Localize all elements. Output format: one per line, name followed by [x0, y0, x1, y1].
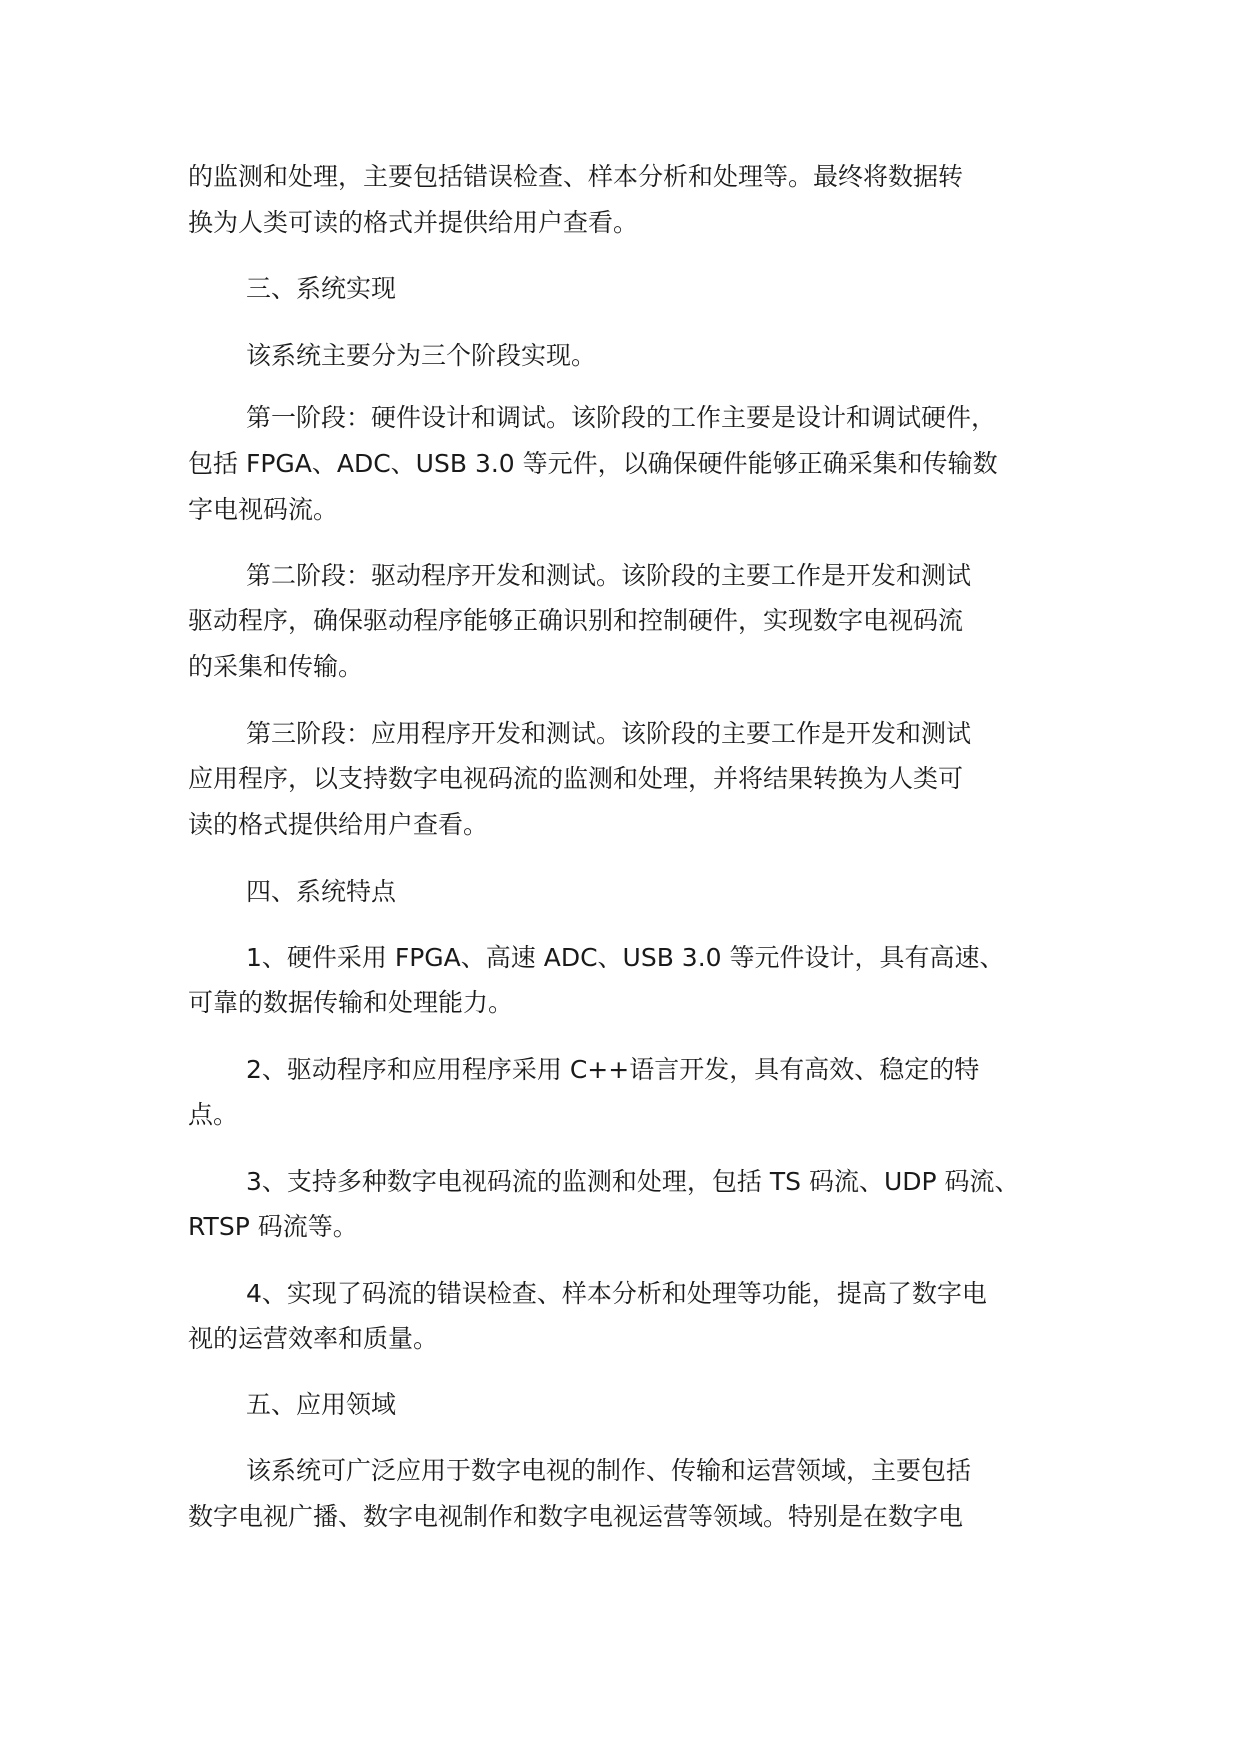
paragraph-line: 的采集和传输。	[188, 652, 364, 681]
section-heading: 五、应用领域	[246, 1390, 397, 1419]
paragraph-line: 读的格式提供给用户查看。	[188, 810, 489, 839]
paragraph-line: 驱动程序，确保驱动程序能够正确识别和控制硬件，实现数字电视码流	[188, 606, 964, 635]
paragraph-line: 数字电视广播、数字电视制作和数字电视运营等领域。特别是在数字电	[188, 1502, 964, 1531]
paragraph-line: 1、硬件采用 FPGA、高速 ADC、USB 3.0 等元件设计，具有高速、	[246, 943, 1005, 972]
paragraph-line: 2、驱动程序和应用程序采用 C++语言开发，具有高效、稳定的特	[246, 1055, 980, 1084]
paragraph-line: 包括 FPGA、ADC、USB 3.0 等元件，以确保硬件能够正确采集和传输数	[188, 449, 998, 478]
paragraph-line: 视的运营效率和质量。	[188, 1324, 439, 1353]
paragraph-line: 第三阶段：应用程序开发和测试。该阶段的主要工作是开发和测试	[246, 719, 972, 748]
paragraph-line: RTSP 码流等。	[188, 1212, 358, 1241]
paragraph-line: 3、支持多种数字电视码流的监测和处理，包括 TS 码流、UDP 码流、	[246, 1167, 1020, 1196]
paragraph-line: 的监测和处理，主要包括错误检查、样本分析和处理等。最终将数据转	[188, 162, 964, 191]
paragraph-line: 点。	[188, 1100, 239, 1129]
section-heading: 三、系统实现	[246, 274, 397, 303]
paragraph-line: 应用程序，以支持数字电视码流的监测和处理，并将结果转换为人类可	[188, 764, 964, 793]
paragraph-line: 字电视码流。	[188, 495, 339, 524]
paragraph-line: 该系统可广泛应用于数字电视的制作、传输和运营领域，主要包括	[246, 1456, 972, 1485]
section-heading: 四、系统特点	[246, 877, 397, 906]
paragraph-line: 4、实现了码流的错误检查、样本分析和处理等功能，提高了数字电	[246, 1279, 987, 1308]
paragraph-line: 换为人类可读的格式并提供给用户查看。	[188, 208, 639, 237]
paragraph-line: 可靠的数据传输和处理能力。	[188, 988, 514, 1017]
paragraph-line: 该系统主要分为三个阶段实现。	[246, 341, 597, 370]
paragraph-line: 第一阶段：硬件设计和调试。该阶段的工作主要是设计和调试硬件，	[246, 403, 997, 432]
paragraph-line: 第二阶段：驱动程序开发和测试。该阶段的主要工作是开发和测试	[246, 561, 972, 590]
